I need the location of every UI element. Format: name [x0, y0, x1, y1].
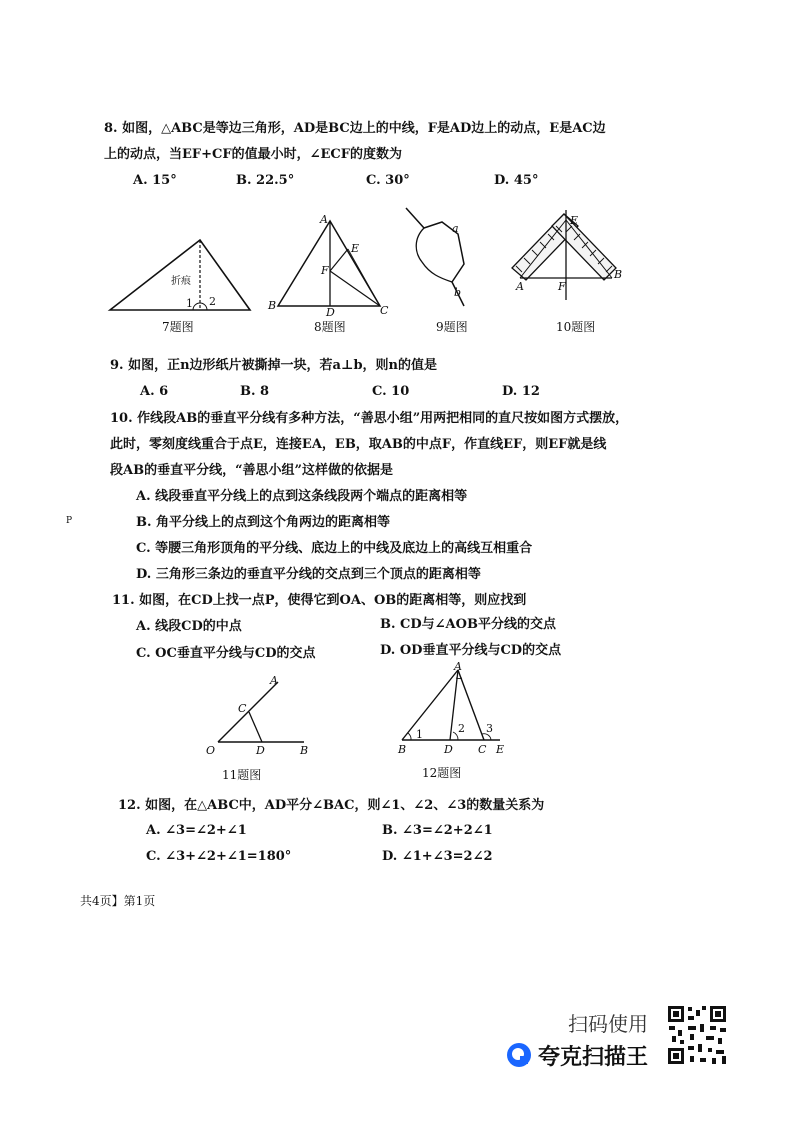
figure-11: [204, 672, 324, 762]
figure-12: [396, 660, 516, 760]
q11-line1: 11. 如图，在CD上找一点P，使得它到OA、OB的距离相等，则应找到: [112, 593, 527, 608]
fig10-label-f: F: [558, 280, 566, 293]
q8-option-d: D. 45°: [494, 173, 539, 188]
q11-option-a: A. 线段CD的中点: [136, 619, 242, 634]
q10-option-d: D. 三角形三条边的垂直平分线的交点到三个顶点的距离相等: [136, 567, 481, 582]
q10-line2: 此时，零刻度线重合于点E，连接EA，EB，取AB的中点F，作直线EF，则EF就是线: [110, 437, 607, 452]
fig12-label-d: D: [444, 743, 453, 756]
fig11-label-a: A: [270, 674, 278, 687]
fig8-label-a: A: [320, 213, 328, 226]
qr-code-icon[interactable]: [666, 1004, 728, 1066]
figure-10: [508, 208, 628, 308]
q9-option-a: A. 6: [140, 384, 169, 399]
fig7-label-fold: 折痕: [171, 276, 191, 287]
fig9-label-a: a: [452, 222, 459, 235]
fig8-triangle: [278, 221, 380, 306]
q12-option-c: C. ∠3+∠2+∠1=180°: [146, 849, 292, 864]
q9-option-b: B. 8: [240, 384, 270, 399]
fig11-label-b: B: [300, 744, 309, 757]
quark-logo-icon: [506, 1042, 532, 1068]
fig9-label-b: b: [454, 286, 462, 299]
fig10-segment-ea: [520, 220, 566, 278]
fig12-label-3: 3: [486, 722, 493, 735]
fig12-label-1: 1: [416, 728, 423, 741]
q8-option-b: B. 22.5°: [236, 173, 295, 188]
fig8-label-c: C: [380, 304, 389, 317]
q9-option-d: D. 12: [502, 384, 540, 399]
fig10-ruler-right: [552, 214, 616, 280]
fig11-label-o: O: [206, 744, 216, 757]
fig8-caption: 8题图: [314, 320, 346, 334]
fig12-label-2: 2: [458, 722, 465, 735]
q9-option-c: C. 10: [372, 384, 410, 399]
fig8-label-d: D: [326, 306, 335, 319]
app-name: 夸克扫描王: [538, 1045, 649, 1070]
fig11-segment-cd: [249, 712, 262, 742]
fig8-segment-ec: [348, 249, 380, 306]
fig8-label-f: F: [321, 264, 329, 277]
fig12-label-b: B: [398, 743, 407, 756]
figure-9: [400, 204, 480, 314]
q9-line1: 9. 如图，正n边形纸片被撕掉一块，若a⊥b，则n的值是: [110, 358, 437, 373]
fig12-caption: 12题图: [422, 766, 462, 780]
q10-option-b: B. 角平分线上的点到这个角两边的距离相等: [136, 515, 391, 530]
fig7-triangle: [110, 240, 250, 310]
q12-option-a: A. ∠3=∠2+∠1: [146, 823, 247, 838]
fig11-caption: 11题图: [222, 768, 262, 782]
q12-option-b: B. ∠3=∠2+2∠1: [382, 823, 493, 838]
fig8-segment-fe: [330, 249, 348, 271]
q8-option-a: A. 15°: [133, 173, 177, 188]
fig9-torn-edge: [416, 228, 452, 282]
fig12-side-ab: [402, 670, 458, 740]
fig7-caption: 7题图: [162, 320, 194, 334]
fig8-label-b: B: [268, 299, 277, 312]
q10-option-a: A. 线段垂直平分线上的点到这条线段两个端点的距离相等: [136, 489, 468, 504]
page-footer: 共4页】第1页: [80, 894, 156, 908]
margin-mark: P: [66, 516, 73, 526]
fig10-caption: 10题图: [556, 320, 596, 334]
q11-option-d: D. OD垂直平分线与CD的交点: [380, 643, 562, 658]
fig11-label-c: C: [238, 702, 247, 715]
fig12-label-c: C: [478, 743, 487, 756]
fig10-label-b: B: [614, 268, 623, 281]
fig10-label-a: A: [516, 280, 524, 293]
fig7-label-1: 1: [186, 297, 193, 310]
q12-line1: 12. 如图，在△ABC中，AD平分∠BAC，则∠1、∠2、∠3的数量关系为: [118, 798, 545, 813]
fig7-label-2: 2: [209, 295, 216, 308]
q10-line3: 段AB的垂直平分线，“善思小组”这样做的依据是: [110, 463, 394, 478]
fig8-segment-fc: [330, 271, 380, 306]
fig8-label-e: E: [351, 242, 360, 255]
q8-option-c: C. 30°: [366, 173, 410, 188]
q11-option-b: B. CD与∠AOB平分线的交点: [380, 617, 556, 632]
fig11-ray-oa: [218, 682, 278, 742]
fig12-label-e: E: [496, 743, 505, 756]
q10-line1: 10. 作线段AB的垂直平分线有多种方法，“善思小组”用两把相同的直尺按如图方式摆放，: [110, 411, 629, 426]
q10-option-c: C. 等腰三角形顶角的平分线、底边上的中线及底边上的高线互相重合: [136, 541, 533, 556]
fig9-caption: 9题图: [436, 320, 468, 334]
fig10-label-e: E: [570, 214, 579, 227]
q11-option-c: C. OC垂直平分线与CD的交点: [136, 646, 316, 661]
fig11-label-d: D: [256, 744, 265, 757]
fig12-label-a: A: [454, 660, 462, 673]
fig12-bisector-ad: [450, 670, 458, 740]
fig10-segment-eb: [566, 220, 612, 278]
scan-label: 扫码使用: [568, 1012, 648, 1036]
figure-8: [268, 213, 398, 319]
q12-option-d: D. ∠1+∠3=2∠2: [382, 849, 493, 864]
q8-line2: 上的动点，当EF+CF的值最小时，∠ECF的度数为: [104, 147, 402, 162]
q8-line1: 8. 如图，△ABC是等边三角形，AD是BC边上的中线，F是AD边上的动点，E是AC边: [104, 121, 606, 136]
